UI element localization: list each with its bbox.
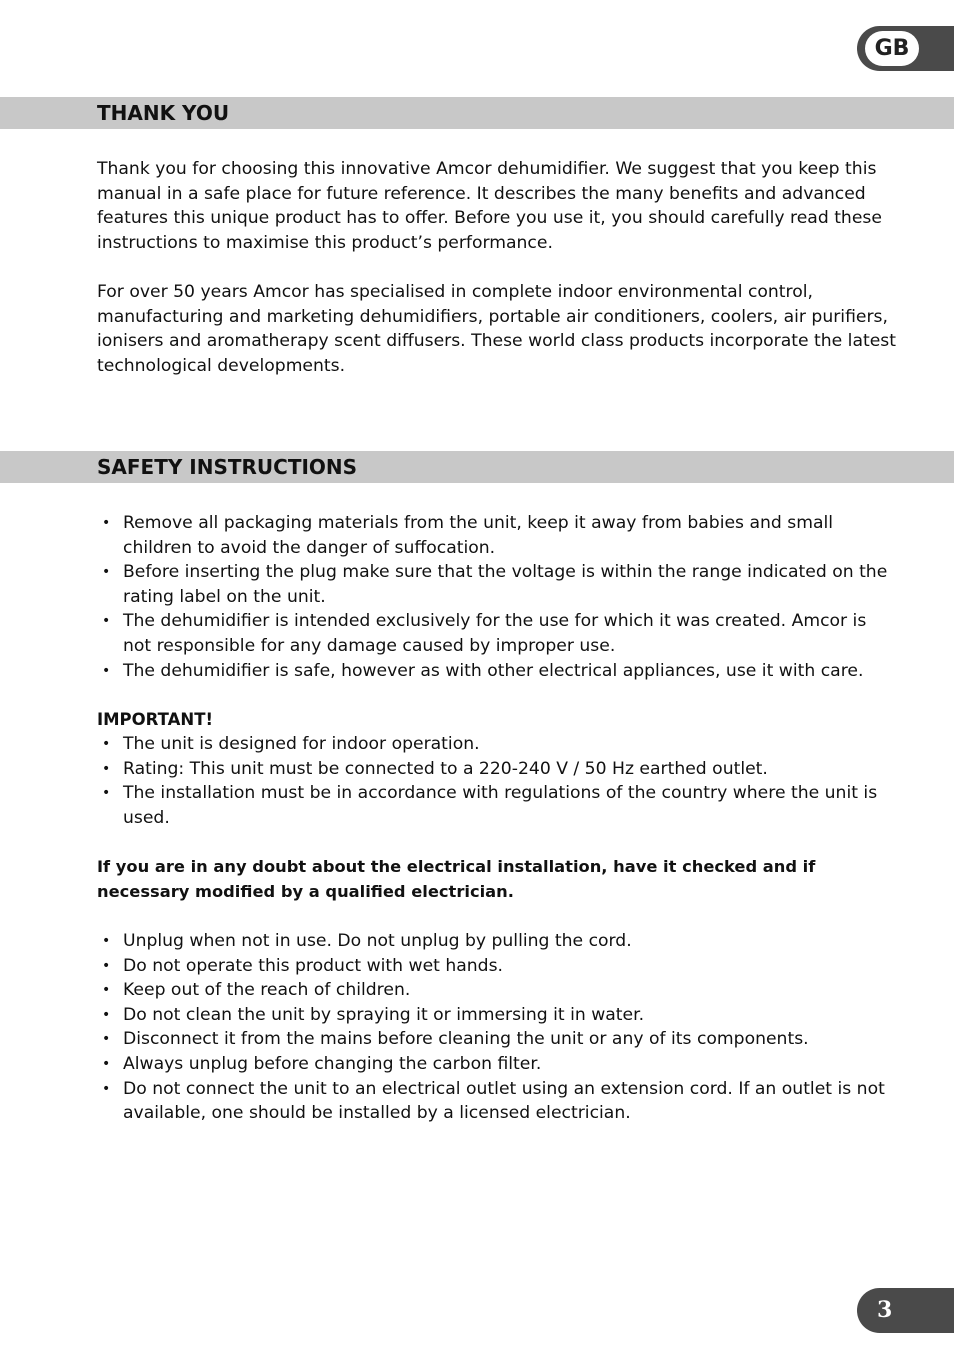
section-header-safety — [0, 451, 954, 483]
list-item: • The dehumidifier is intended exclusively for the use for which it was created. Amcor is not responsible for any damage caused by improper use. — [97, 609, 897, 658]
section-title-thank-you: THANK YOU — [97, 101, 230, 125]
list-item: • The dehumidifier is safe, however as with other electrical appliances, use it with care. — [97, 659, 897, 684]
company-paragraph: For over 50 years Amcor has specialised in complete indoor environmental control, manufacturing and marketing dehumidifiers, portable air conditioners, coolers, air purifiers, ionisers and aromatherapy scent diffusers. These world class products incorporate the latest technological developments. — [97, 282, 896, 376]
list-item: • Do not clean the unit by spraying it or immersing it in water. — [97, 1003, 897, 1028]
electrical-warning-note: If you are in any doubt about the electrical installation, have it checked and if necessary modified by a qualified electrician. — [97, 857, 816, 901]
language-tab — [857, 26, 954, 71]
section-header-thank-you — [0, 97, 954, 129]
language-badge: GB — [865, 31, 919, 66]
usage-bullet-list — [97, 929, 897, 1126]
list-item: • The unit is designed for indoor operation. — [97, 732, 897, 757]
intro-paragraph: Thank you for choosing this innovative Amcor dehumidifier. We suggest that you keep this manual in a safe place for future reference. It describes the many benefits and advanced features this unique product has to offer. Before you use it, you should carefully read these instructions to maximise this product’s performance. — [97, 159, 882, 253]
list-item: • Unplug when not in use. Do not unplug by pulling the cord. — [97, 929, 897, 954]
list-item: • The installation must be in accordance with regulations of the country where the unit is used. — [97, 781, 897, 830]
list-item: • Before inserting the plug make sure that the voltage is within the range indicated on the rating label on the unit. — [97, 560, 897, 609]
page-number: 3 — [877, 1297, 893, 1323]
safety-bullet-list — [97, 511, 897, 683]
section-title-safety: SAFETY INSTRUCTIONS — [97, 455, 358, 479]
list-item: • Do not operate this product with wet hands. — [97, 954, 897, 979]
list-item: • Always unplug before changing the carbon filter. — [97, 1052, 897, 1077]
important-bullet-list — [97, 732, 897, 830]
list-item: • Keep out of the reach of children. — [97, 978, 897, 1003]
page-number-tab — [857, 1288, 954, 1333]
important-heading: IMPORTANT! — [97, 710, 213, 729]
list-item: • Disconnect it from the mains before cleaning the unit or any of its components. — [97, 1027, 897, 1052]
list-item: • Do not connect the unit to an electrical outlet using an extension cord. If an outlet is not available, one should be installed by a licensed electrician. — [97, 1077, 897, 1126]
list-item: • Remove all packaging materials from the unit, keep it away from babies and small children to avoid the danger of suffocation. — [97, 511, 897, 560]
list-item: • Rating: This unit must be connected to a 220-240 V / 50 Hz earthed outlet. — [97, 757, 897, 782]
